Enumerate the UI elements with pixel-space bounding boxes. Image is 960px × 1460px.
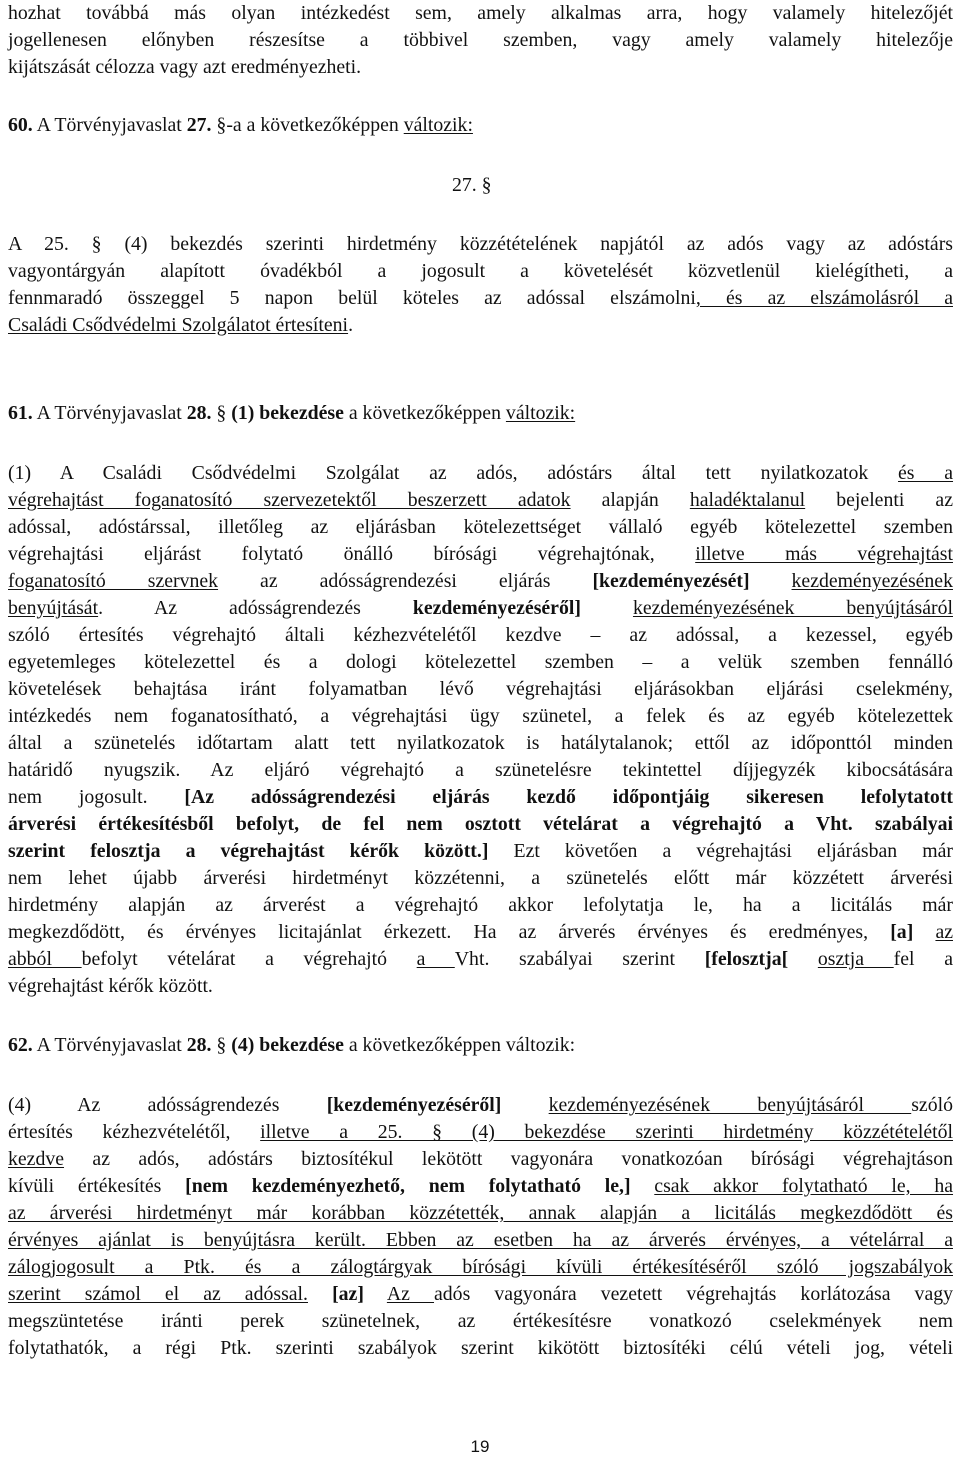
item-60-line-2 — [8, 258, 953, 285]
amendment-insert: foganatosító szervnek — [8, 570, 219, 592]
text: 27. § — [452, 174, 492, 196]
item-61-heading — [8, 400, 953, 427]
amendment-insert: a — [416, 948, 455, 970]
paragraph-ref: (1) bekezdése — [231, 402, 344, 424]
text — [364, 1283, 387, 1305]
text: bejelenti az — [805, 489, 953, 511]
text: a következőképpen változik: — [343, 1034, 576, 1056]
text — [750, 570, 792, 592]
text: az adósságrendezési eljárás — [218, 570, 593, 592]
item-62-line-1 — [8, 1092, 953, 1119]
text — [308, 1283, 332, 1305]
item-61-line-4 — [8, 541, 953, 568]
item-61-line-1 — [8, 460, 953, 487]
text — [501, 1094, 548, 1116]
text: szóló értesítés végrehajtó általi kézhezvételétől kezdve – az adóssal, a kezessel, egyéb — [8, 624, 953, 646]
text: az adós, adóstárs biztosítékul lekötött vagyonára vonatkozóan bírósági végrehajtáson — [64, 1148, 953, 1170]
amendment-insert: haladéktalanul — [689, 489, 806, 511]
text: megkezdődött, és érvényes licitajánlat érkezett. Ha az árverés érvényes és eredményes, — [8, 921, 891, 943]
item-number: 61. — [8, 402, 33, 424]
item-61-line-11 — [8, 730, 953, 757]
text: § — [211, 402, 232, 424]
amendment-delete: kezdeményezéséről] — [412, 597, 581, 619]
amendment-insert: Az — [386, 1283, 435, 1305]
text: fennmaradó összeggel 5 napon belül köteles az adóssal elszámolni — [8, 287, 696, 309]
item-61-line-19 — [8, 946, 953, 973]
item-62-line-6 — [8, 1227, 953, 1254]
text: változik: — [505, 402, 576, 424]
text — [788, 948, 818, 970]
intro-line-1 — [8, 0, 953, 27]
item-61-line-10 — [8, 703, 953, 730]
item-60-line-4 — [8, 312, 953, 339]
amendment-delete: szerint felosztja a végrehajtást kérők között.] — [8, 840, 489, 862]
amendment-insert: végrehajtást foganatosító szervezetektől beszerzett adatok — [8, 489, 571, 511]
text: kijátszását célozza vagy azt eredményezheti. — [8, 56, 362, 78]
item-62-line-5 — [8, 1200, 953, 1227]
intro-line-3 — [8, 54, 953, 81]
amendment-insert: illetve más végrehajtást — [695, 543, 953, 565]
text: kívüli értékesítés — [8, 1175, 186, 1197]
text: végrehajtási eljárást folytató önálló bírósági végrehajtónak, — [8, 543, 696, 565]
text: § — [211, 1034, 232, 1056]
amendment-insert: benyújtását — [8, 597, 99, 619]
text: hozhat továbbá más olyan intézkedést sem, amely alkalmas arra, hogy valamely hitelezőjét — [8, 2, 953, 24]
amendment-insert: , és az elszámolásról a — [695, 287, 953, 309]
text: intézkedés nem foganatosítható, a végrehajtási ügy szünetel, a felek és az egyéb kötelezettek — [8, 705, 953, 727]
text: befolyt vételárat a végrehajtó — [81, 948, 417, 970]
text: (1) A Családi Csődvédelmi Szolgálat az adós, adóstárs által tett nyilatkozatok — [8, 462, 899, 484]
text: hirdetmény alapján az árverést a végrehajtó akkor lefolytatja le, ha a licitálás már — [8, 894, 953, 916]
item-61-line-8 — [8, 649, 953, 676]
text — [631, 1175, 655, 1197]
item-60-line-3 — [8, 285, 953, 312]
amendment-delete: [felosztja[ — [704, 948, 789, 970]
amendment-insert: kezdeményezésének benyújtásáról — [548, 1094, 912, 1116]
text: fel a — [893, 948, 953, 970]
amendment-delete: [kezdeményezéséről] — [326, 1094, 502, 1116]
item-61-line-12 — [8, 757, 953, 784]
amendment-insert: érvényes ajánlat is benyújtásra került. Ebben az esetben ha az árverés érvényes, a vételárral a — [8, 1229, 953, 1251]
text: változik: — [403, 114, 473, 136]
text: §-a a következőképpen — [211, 114, 404, 136]
text: határidő nyugszik. Az eljáró végrehajtó a szünetelésre tekintettel díjjegyzék kibocsátására — [8, 759, 953, 781]
text: adós vagyonára vezetett végrehajtás korlátozása vagy — [434, 1283, 954, 1305]
item-61-line-7 — [8, 622, 953, 649]
amendment-delete: [kezdeményezését] — [592, 570, 750, 592]
text: (4) Az adósságrendezés — [8, 1094, 327, 1116]
text: Ezt követően a végrehajtási eljárásban már — [488, 840, 953, 862]
article-ref: 28. — [186, 402, 212, 424]
amendment-insert: zálogjogosult a Ptk. és a zálogtárgyak bírósági kívüli értékesítéséről szóló jogszabályok — [8, 1256, 953, 1278]
text: jogellenesen előnyben részesítse a többivel szemben, vagy amely valamely hitelezője — [8, 29, 953, 51]
text: A Törvényjavaslat — [32, 402, 187, 424]
item-60-heading — [8, 112, 953, 139]
text: megszüntetése iránti perek szünetelnek, az értékesítésre vonatkozó cselekmények nem — [8, 1310, 953, 1332]
item-62-line-10 — [8, 1335, 953, 1362]
text: végrehajtást kérők között. — [8, 975, 213, 997]
item-62-line-3 — [8, 1146, 953, 1173]
amendment-delete: [nem kezdeményezhető, nem folytatható le,] — [185, 1175, 631, 1197]
text: vagyontárgyán alapított óvadékból a jogosult a követelését közvetlenül kielégítheti, a — [8, 260, 953, 282]
item-62-line-4 — [8, 1173, 953, 1200]
amendment-delete: [az] — [332, 1283, 364, 1305]
amendment-insert: illetve a 25. § (4) bekezdése szerinti hirdetmény közzétételétől — [260, 1121, 954, 1143]
text: nem jogosult. — [8, 786, 185, 808]
text: a következőképpen — [343, 402, 506, 424]
text: A Törvényjavaslat — [32, 114, 187, 136]
paragraph-ref: (4) bekezdése — [231, 1034, 344, 1056]
item-61-line-5 — [8, 568, 953, 595]
item-number: 60. — [8, 114, 33, 136]
item-61-line-13 — [8, 784, 953, 811]
amendment-insert: abból — [8, 948, 82, 970]
article-ref: 27. — [186, 114, 212, 136]
item-61-line-14 — [8, 811, 953, 838]
item-61-line-2 — [8, 487, 953, 514]
item-62-line-7 — [8, 1254, 953, 1281]
text: A Törvényjavaslat — [32, 1034, 187, 1056]
item-62-heading — [8, 1032, 953, 1059]
amendment-insert: az árverési hirdetményt már korábban közzétették, annak alapján a licitálás megkezdődött és — [8, 1202, 953, 1224]
item-61-line-16 — [8, 865, 953, 892]
text: 19 — [470, 1437, 490, 1456]
item-62-line-8 — [8, 1281, 953, 1308]
item-62-line-9 — [8, 1308, 953, 1335]
item-61-line-18 — [8, 919, 953, 946]
item-61-line-17 — [8, 892, 953, 919]
item-61-line-20 — [8, 973, 953, 1000]
text: . Az adósságrendezés — [98, 597, 413, 619]
text: egyetemleges kötelezettel és a dologi kötelezettel szemben – a velük szemben fennálló — [8, 651, 953, 673]
item-61-line-9 — [8, 676, 953, 703]
section-heading-27 — [452, 172, 532, 199]
item-61-line-3 — [8, 514, 953, 541]
amendment-insert: kezdve — [8, 1148, 65, 1170]
amendment-insert: csak akkor folytatható le, ha — [654, 1175, 954, 1197]
amendment-insert: és a — [898, 462, 954, 484]
amendment-insert: osztja — [817, 948, 894, 970]
amendment-insert: kezdeményezésének benyújtásáról — [632, 597, 953, 619]
text: adóssal, adóstárssal, illetőleg az eljárásban kötelezettséget vállaló egyéb kötelezettel szemben — [8, 516, 953, 538]
item-60-line-1 — [8, 231, 953, 258]
amendment-insert: szerint számol el az adóssal. — [8, 1283, 308, 1305]
page-number — [0, 1437, 960, 1457]
text: alapján — [570, 489, 690, 511]
amendment-delete: árverési értékesítésből befolyt, de fel nem osztott vételárat a végrehajtó a Vht. szabályai — [8, 813, 953, 835]
amendment-delete: [Az adósságrendezési eljárás kezdő időpontjáig sikeresen lefolytatott — [184, 786, 953, 808]
text: szóló — [911, 1094, 953, 1116]
text — [581, 597, 633, 619]
amendment-insert: Családi Csődvédelmi Szolgálatot értesíteni — [8, 314, 349, 336]
text: által a szünetelés időtartam alatt tett nyilatkozatok is hatálytalanok; ettől az időponttól minden — [8, 732, 953, 754]
amendment-insert: kezdeményezésének — [791, 570, 953, 592]
item-number: 62. — [8, 1034, 33, 1056]
text: Vht. szabályai szerint — [454, 948, 705, 970]
text — [913, 921, 935, 943]
item-61-line-6 — [8, 595, 953, 622]
amendment-insert: az — [935, 921, 953, 943]
text: . — [348, 314, 354, 336]
intro-line-2 — [8, 27, 953, 54]
text: nem lehet újabb árverési hirdetményt közzétenni, a szünetelés előtt már közzétett árverési — [8, 867, 953, 889]
text: értesítés kézhezvételétől, — [8, 1121, 261, 1143]
article-ref: 28. — [186, 1034, 212, 1056]
amendment-delete: [a] — [890, 921, 914, 943]
item-62-line-2 — [8, 1119, 953, 1146]
text: folytathatók, a régi Ptk. szerinti szabályok szerint kikötött biztosítéki célú vételi jog, vételi — [8, 1337, 953, 1359]
text: A 25. § (4) bekezdés szerinti hirdetmény közzétételének napjától az adós vagy az adóstárs — [8, 233, 953, 255]
item-61-line-15 — [8, 838, 953, 865]
text: követelések behajtása iránt folyamatban lévő végrehajtási eljárásokban eljárási cselekmény, — [8, 678, 953, 700]
